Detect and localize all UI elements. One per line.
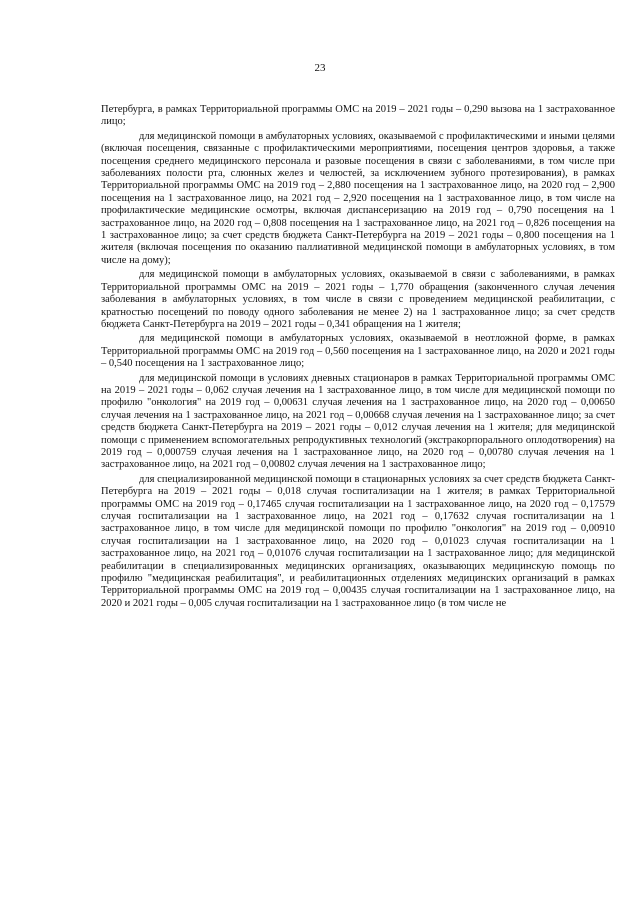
paragraph-outpatient-preventive: для медицинской помощи в амбулаторных условиях, оказываемой с профилактическими и иными целями (включая посещения, связанные с профилактическими мероприятиями, посещения центров здоровья, а также посещения среднего медицинского персонала и разовые посещения в связи с заболеваниями, в том числе при заболеваниях полости рта, слюнных желез и челюстей, за исключением зубного протезирования), в рамках Территориальной программы ОМС на 2019 год – 2,880 посещения на 1 застрахованное лицо, на 2020 год – 2,900 посещения на 1 застрахованное лицо, на 2021 год – 2,920 посещения на 1 застрахованное лицо, в том числе на профилактические медицинские осмотры, включая диспансеризацию на 2019 год – 0,790 посещения на 1 застрахованное лицо, на 2020 год – 0,808 посещения на 1 застрахованное лицо, на 2021 год – 0,826 посещения на 1 застрахованное лицо; за счет средств бюджета Санкт-Петербурга на 2019 – 2021 годы – 0,800 посещения на 1 жителя (включая посещения по оказанию паллиативной медицинской помощи в амбулаторных условиях, в том числе на дому);: [101, 130, 615, 266]
paragraph-outpatient-urgent: для медицинской помощи в амбулаторных условиях, оказываемой в неотложной форме, в рамках Территориальной программы ОМС на 2019 год – 0,560 посещения на 1 застрахованное лицо, на 2020 и 2021 годы – 0,540 посещения на 1 застрахованное лицо;: [101, 333, 615, 370]
paragraph-specialized-inpatient: для специализированной медицинской помощи в стационарных условиях за счет средств бюджета Санкт-Петербурга на 2019 – 2021 годы – 0,018 случая госпитализации на 1 жителя; в рамках Территориальной программы ОМС на 2019 год – 0,17465 случая госпитализации на 1 застрахованное лицо, на 2020 год – 0,17579 случая госпитализации на 1 застрахованное лицо, на 2021 год – 0,17632 случая госпитализации на 1 застрахованное лицо, в том числе для медицинской помощи по профилю "онкология" на 2019 год – 0,00910 случая госпитализации на 1 застрахованное лицо, на 2020 год – 0,01023 случая госпитализации на 1 застрахованное лицо, на 2021 год – 0,01076 случая госпитализации на 1 застрахованное лицо; для медицинской реабилитации в специализированных медицинских организациях, оказывающих медицинскую помощь по профилю "медицинская реабилитация", и реабилитационных отделениях медицинских организаций в рамках Территориальной программы ОМС на 2019 год – 0,00435 случая госпитализации на 1 застрахованное лицо, на 2020 и 2021 годы – 0,005 случая госпитализации на 1 застрахованное лицо (в том числе не: [101, 473, 615, 609]
page-number: 23: [314, 62, 326, 74]
body-text: [101, 104, 615, 612]
paragraph-continuation: Петербурга, в рамках Территориальной программы ОМС на 2019 – 2021 годы – 0,290 вызова на 1 застрахованное лицо;: [101, 104, 615, 128]
paragraph-outpatient-disease: для медицинской помощи в амбулаторных условиях, оказываемой в связи с заболеваниями, в рамках Территориальной программы ОМС на 2019 – 2021 годы – 1,770 обращения (законченного случая лечения заболевания в амбулаторных условиях, в том числе в связи с проведением медицинской реабилитации, с кратностью посещений по поводу одного заболевания не менее 2) на 1 застрахованное лицо; за счет средств бюджета Санкт-Петербурга на 2019 – 2021 годы – 0,341 обращения на 1 жителя;: [101, 269, 615, 330]
paragraph-day-hospital: для медицинской помощи в условиях дневных стационаров в рамках Территориальной программы ОМС на 2019 – 2021 годы – 0,062 случая лечения на 1 застрахованное лицо, в том числе для медицинской помощи по профилю "онкология" на 2019 год – 0,00631 случая лечения на 1 застрахованное лицо, на 2020 год – 0,00650 случая лечения на 1 застрахованное лицо, на 2021 год – 0,00668 случая лечения на 1 застрахованное лицо; за счет средств бюджета Санкт-Петербурга на 2019 – 2021 годы – 0,012 случая лечения на 1 жителя; для медицинской помощи с применением вспомогательных репродуктивных технологий (экстракорпорального оплодотворения) на 2019 год – 0,000759 случая лечения на 1 застрахованное лицо, на 2020 год – 0,00780 случая лечения на 1 застрахованное лицо, на 2021 год – 0,00802 случая лечения на 1 застрахованное лицо;: [101, 372, 615, 471]
